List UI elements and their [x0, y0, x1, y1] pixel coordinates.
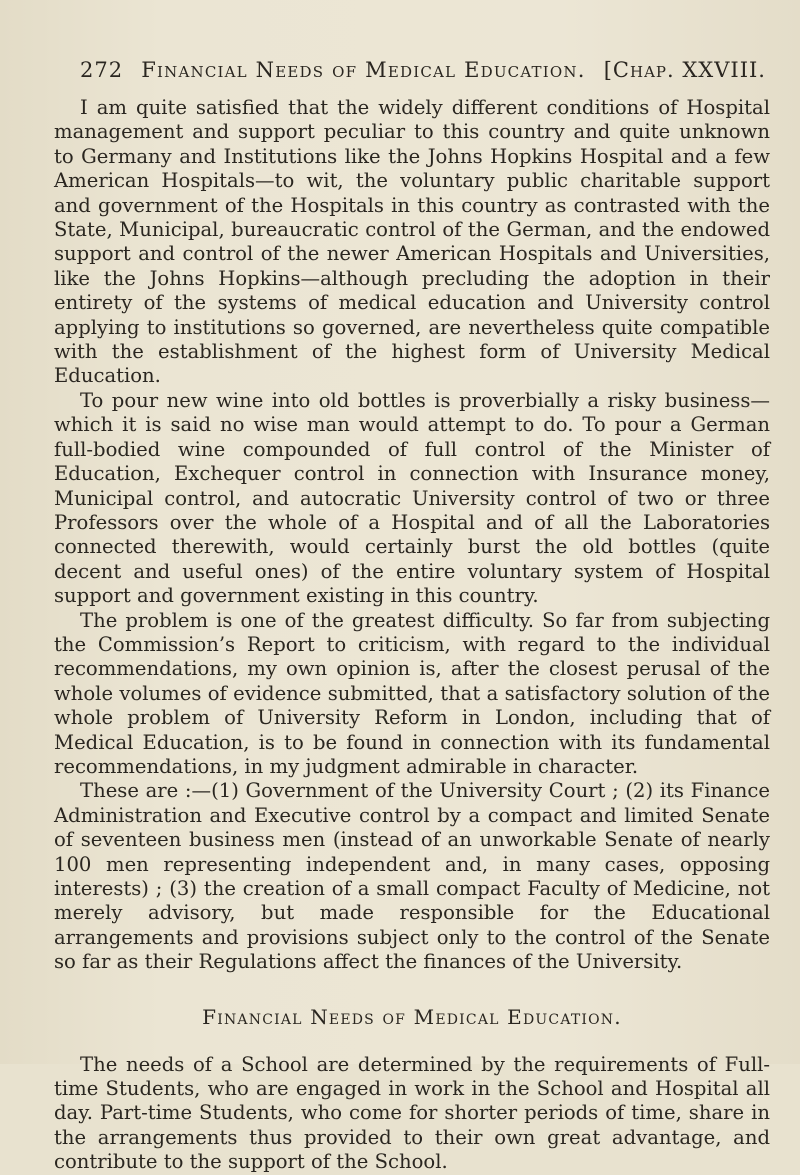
body-text-top: [54, 96, 770, 975]
section-heading: Financial Needs of Medical Education.: [202, 1004, 622, 1029]
paragraph-5: The needs of a School are determined by the requirements of Full-time Students, who are engaged in work in the School and Hospital all day. Part-time Students, who come for shorter periods of time, share in the arrangements thus provided to their own great advantage, and contribute to the support of the School.: [54, 1052, 770, 1174]
page-number: 272: [80, 58, 124, 82]
body-text-bottom: [54, 1053, 770, 1175]
running-head: [54, 58, 770, 82]
paragraph-3: The problem is one of the greatest difficulty. So far from subjecting the Commission’s Report to criticism, with regard to the individual recommendations, my own opinion is, after the closest perusal of the whole volumes of evidence submitted, that a satisfactory solution of the whole problem of University Reform in London, including that of Medical Education, is to be found in connection with its fundamental recommendations, in my judgment admirable in character.: [54, 608, 770, 778]
chapter-label: [Chap. XXVIII.: [603, 58, 766, 82]
running-title: Financial Needs of Medical Education.: [141, 58, 586, 82]
paragraph-2: To pour new wine into old bottles is proverbially a risky business—which it is said no wise man would attempt to do. To pour a German full-bodied wine compounded of full control of the Minister of Education, Exchequer control in connection with Insurance money, Municipal control, and autocratic University control of two or three Professors over the whole of a Hospital and of all the Laboratories connected therewith, would certainly burst the old bottles (quite decent and useful ones) of the entire voluntary system of Hospital support and government existing in this country.: [54, 388, 770, 608]
paragraph-4: These are :—(1) Government of the University Court ; (2) its Finance Administration and Executive control by a compact and limited Senate of seventeen business men (instead of an unworkable Senate of nearly 100 men representing independent and, in many cases, opposing interests) ; (3) the creation of a small compact Faculty of Medicine, not merely advisory, but made responsible for the Educational arrangements and provisions subject only to the control of the Senate so far as their Regulations affect the finances of the University.: [54, 779, 770, 974]
paragraph-1: I am quite satisfied that the widely different conditions of Hospital management and support peculiar to this country and quite unknown to Germany and Institutions like the Johns Hopkins Hospital and a few American Hospitals—to wit, the voluntary public charitable support and government of the Hospitals in this country as contrasted with the State, Municipal, bureaucratic control of the German, and the endowed support and control of the newer American Hospitals and Universities, like the Johns Hopkins—although precluding the adoption in their entirety of the systems of medical education and University control applying to institutions so governed, are nevertheless quite compatible with the establishment of the highest form of University Medical Education.: [54, 96, 770, 388]
